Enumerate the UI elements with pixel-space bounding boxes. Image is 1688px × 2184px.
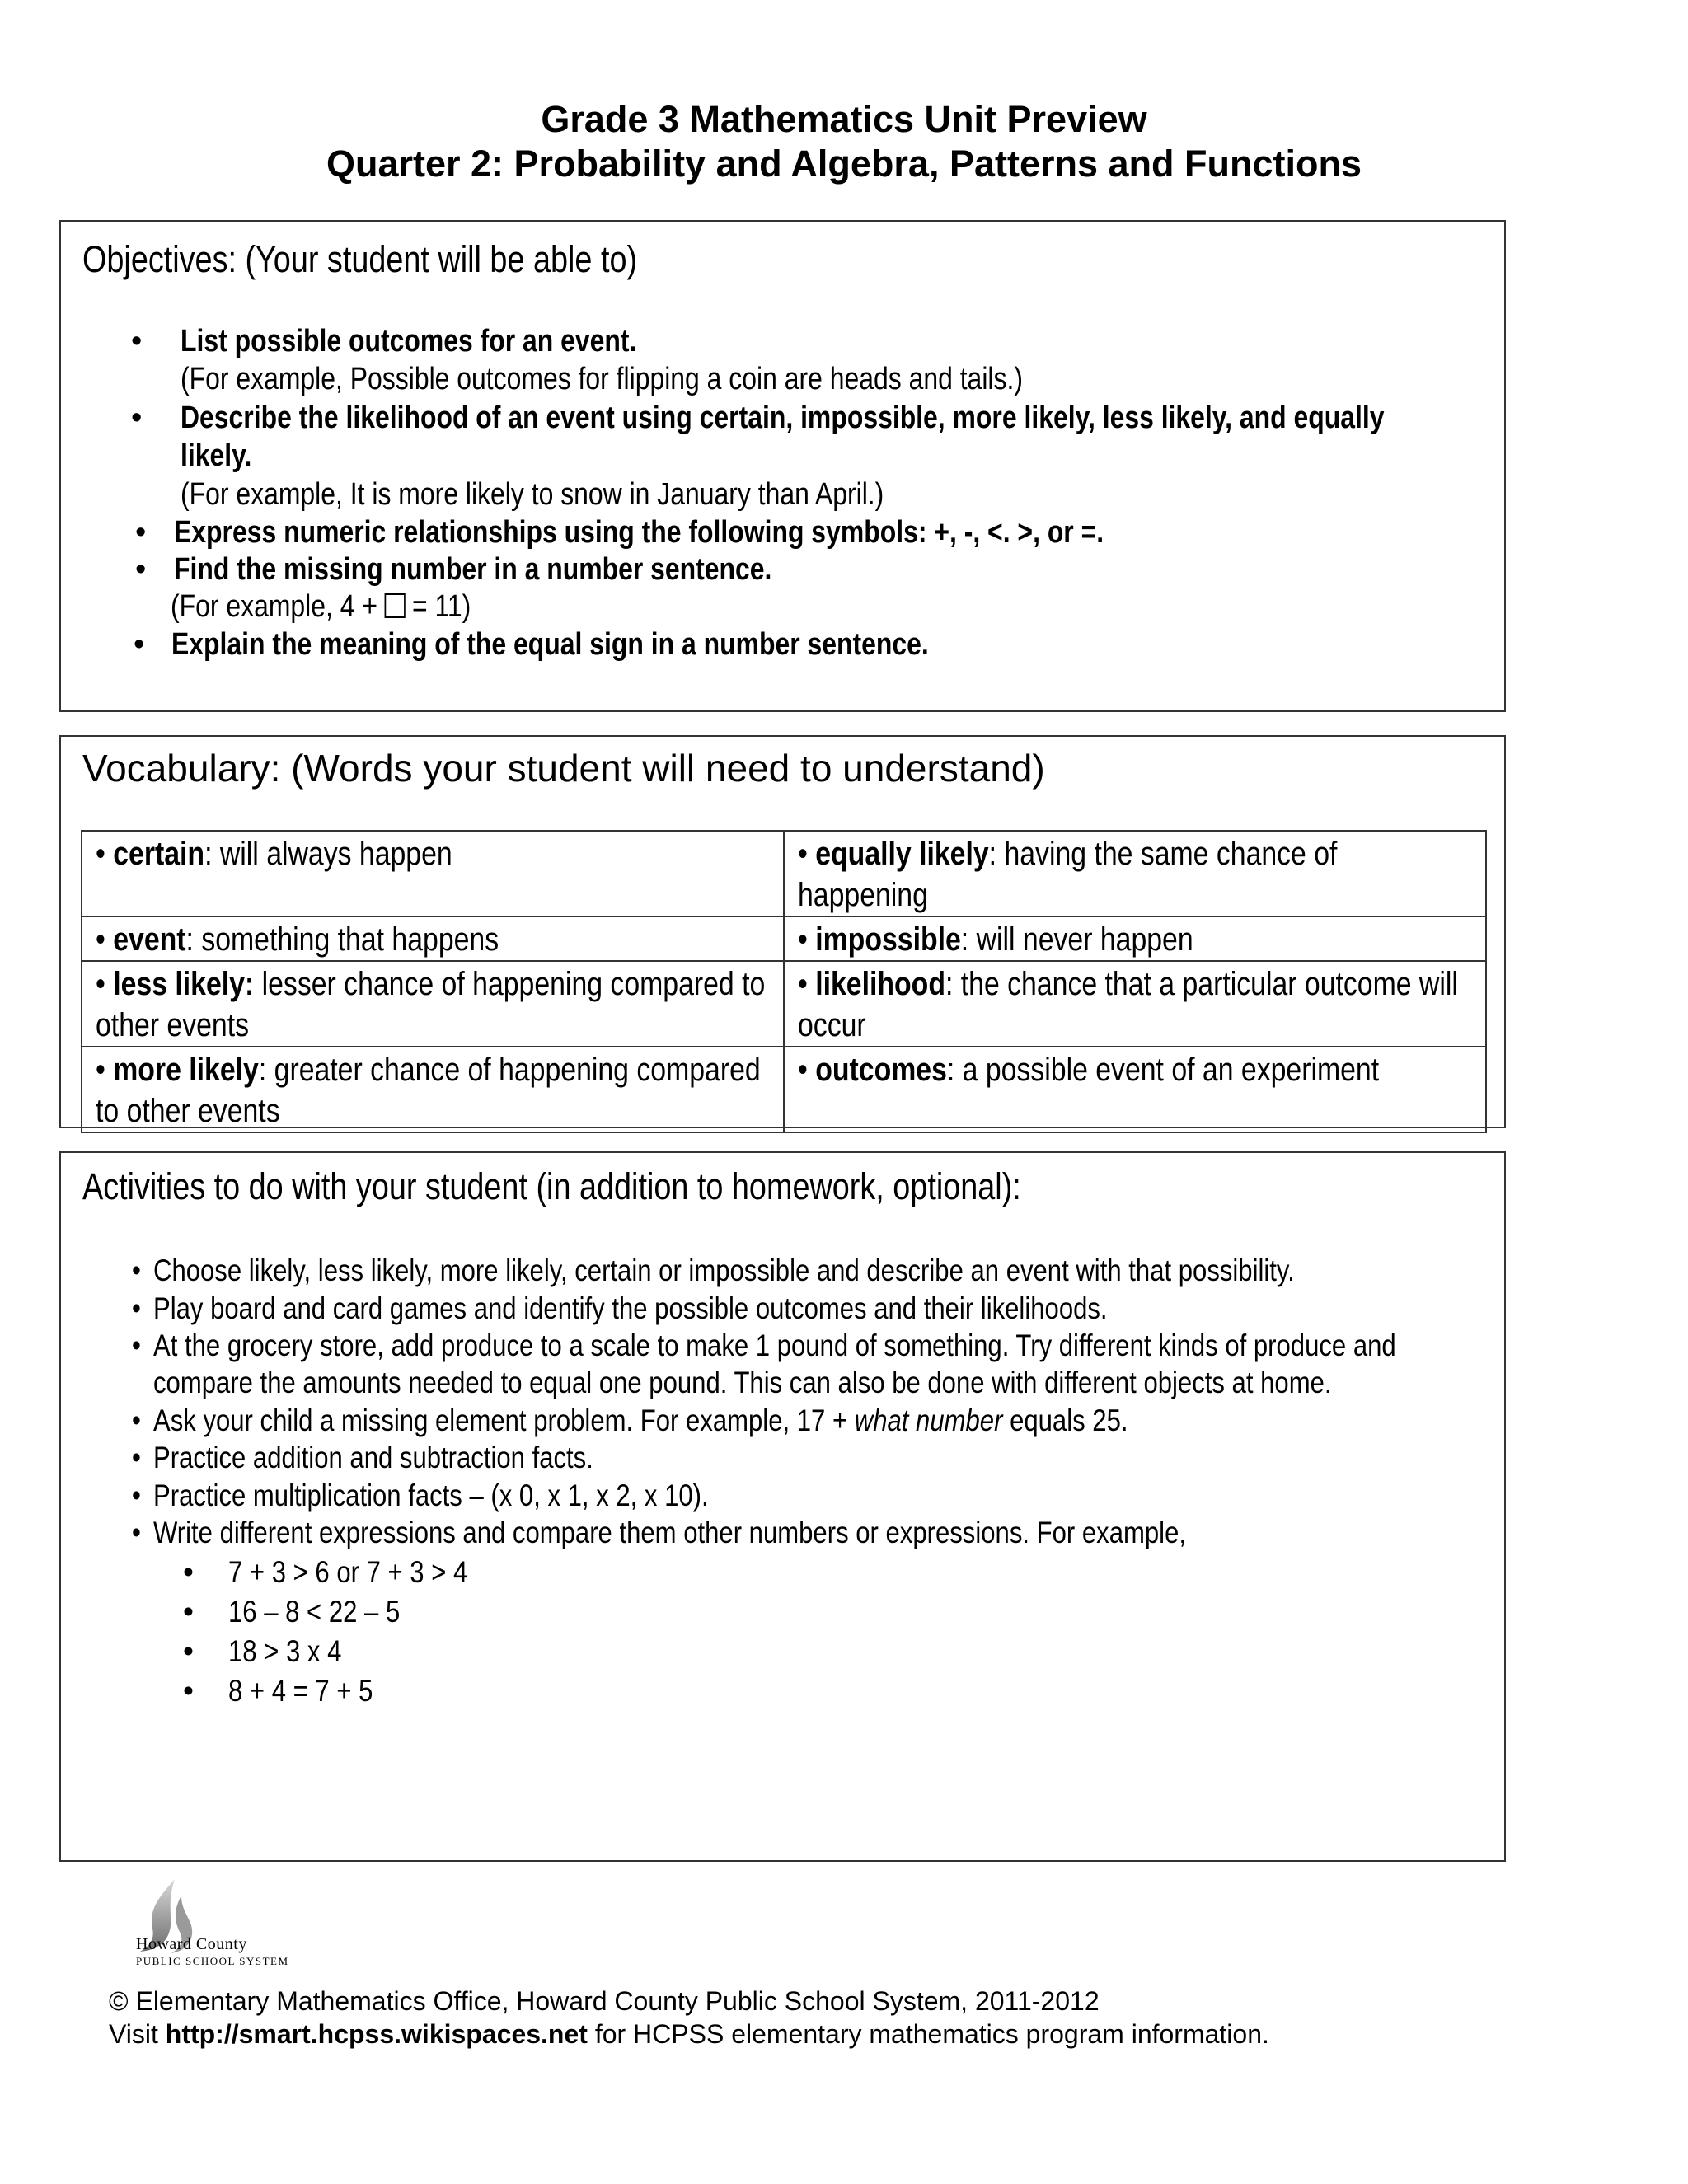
objective-2-line2: likely. [181, 438, 252, 473]
bullet: • [131, 324, 143, 359]
activity-item-continued: compare the amounts needed to equal one pound. This can also be done with different objects at home. [153, 1366, 1332, 1399]
vocab-cell: • more likely: greater chance of happening compared to other events [82, 1047, 784, 1132]
objective-4-example [171, 588, 471, 626]
activity-item: Ask your child a missing element problem. For example, 17 + what number equals 25. [153, 1404, 1128, 1437]
objective-2-example: (For example, It is more likely to snow in January than April.) [181, 477, 884, 512]
example-prefix: (For example, 4 + [171, 589, 378, 624]
bullet: • [132, 1329, 141, 1362]
page-title: Grade 3 Mathematics Unit Preview [541, 98, 1147, 140]
activities-box [59, 1151, 1506, 1862]
bullet: • [132, 1479, 141, 1512]
objectives-box [59, 220, 1506, 712]
example-item: 16 – 8 < 22 – 5 [228, 1595, 401, 1629]
vocab-cell: • certain: will always happen [82, 831, 784, 916]
bullet: • [132, 1291, 141, 1325]
bullet: • [183, 1595, 194, 1629]
vocab-cell: • impossible: will never happen [784, 916, 1486, 961]
copyright-text: © Elementary Mathematics Office, Howard County Public School System, 2011-2012 [109, 1986, 1100, 2016]
bullet: • [183, 1634, 194, 1668]
activity-item: Choose likely, less likely, more likely, certain or impossible and describe an event with that possibility. [153, 1254, 1295, 1287]
vocabulary-table [81, 830, 1487, 1133]
blank-box-icon [384, 593, 405, 618]
activity-item: At the grocery store, add produce to a scale to make 1 pound of something. Try different kinds of produce and [153, 1329, 1396, 1362]
bullet: • [132, 1516, 141, 1549]
table-row [82, 916, 1486, 961]
activities-heading: Activities to do with your student (in addition to homework, optional): [82, 1165, 1021, 1207]
hcpss-logo [115, 1879, 330, 1978]
activity-item: Practice addition and subtraction facts. [153, 1441, 593, 1474]
vocab-cell: • equally likely: having the same chance of happening [784, 831, 1486, 916]
vocab-cell: • likelihood: the chance that a particular outcome will occur [784, 961, 1486, 1047]
bullet: • [135, 552, 147, 587]
objectives-heading: Objectives: (Your student will be able to) [82, 238, 638, 280]
footer-url-link[interactable]: http://smart.hcpss.wikispaces.net [165, 2019, 588, 2049]
table-row [82, 1047, 1486, 1132]
objective-1-example: (For example, Possible outcomes for flipping a coin are heads and tails.) [181, 362, 1023, 396]
activity-item: Write different expressions and compare them other numbers or expressions. For example, [153, 1516, 1186, 1549]
example-item: 7 + 3 > 6 or 7 + 3 > 4 [228, 1555, 468, 1589]
vocabulary-heading: Vocabulary: (Words your student will need to understand) [82, 747, 1045, 790]
example-suffix: = 11) [412, 589, 471, 624]
bullet: • [183, 1555, 194, 1589]
bullet: • [132, 1441, 141, 1474]
table-row [82, 831, 1486, 916]
objective-1: List possible outcomes for an event. [181, 324, 637, 359]
objective-3: Express numeric relationships using the following symbols: +, -, <. >, or =. [174, 515, 1104, 550]
objective-4: Find the missing number in a number sentence. [174, 552, 772, 587]
table-row [82, 961, 1486, 1047]
bullet: • [131, 401, 143, 435]
bullet: • [132, 1404, 141, 1437]
logo-text-1: Howard County [136, 1935, 247, 1953]
activity-item: Practice multiplication facts – (x 0, x 1, x 2, x 10). [153, 1479, 709, 1512]
bullet: • [135, 515, 147, 550]
bullet: • [183, 1674, 194, 1708]
objective-2-line1: Describe the likelihood of an event using certain, impossible, more likely, less likely, and equally [181, 401, 1385, 435]
vocab-cell: • event: something that happens [82, 916, 784, 961]
page-subtitle: Quarter 2: Probability and Algebra, Patterns and Functions [326, 143, 1362, 185]
bullet: • [132, 1254, 141, 1287]
vocab-cell: • less likely: lesser chance of happening compared to other events [82, 961, 784, 1047]
vocabulary-box [59, 735, 1506, 1128]
example-item: 18 > 3 x 4 [228, 1634, 342, 1668]
example-item: 8 + 4 = 7 + 5 [228, 1674, 373, 1708]
activity-item: Play board and card games and identify the possible outcomes and their likelihoods. [153, 1291, 1108, 1325]
bullet: • [134, 627, 145, 662]
footer-visit: Visit http://smart.hcpss.wikispaces.net for HCPSS elementary mathematics program information. [109, 2019, 1269, 2049]
objective-5: Explain the meaning of the equal sign in a number sentence. [171, 627, 929, 662]
vocab-cell: • outcomes: a possible event of an experiment [784, 1047, 1486, 1132]
logo-text-2: PUBLIC SCHOOL SYSTEM [136, 1955, 289, 1967]
